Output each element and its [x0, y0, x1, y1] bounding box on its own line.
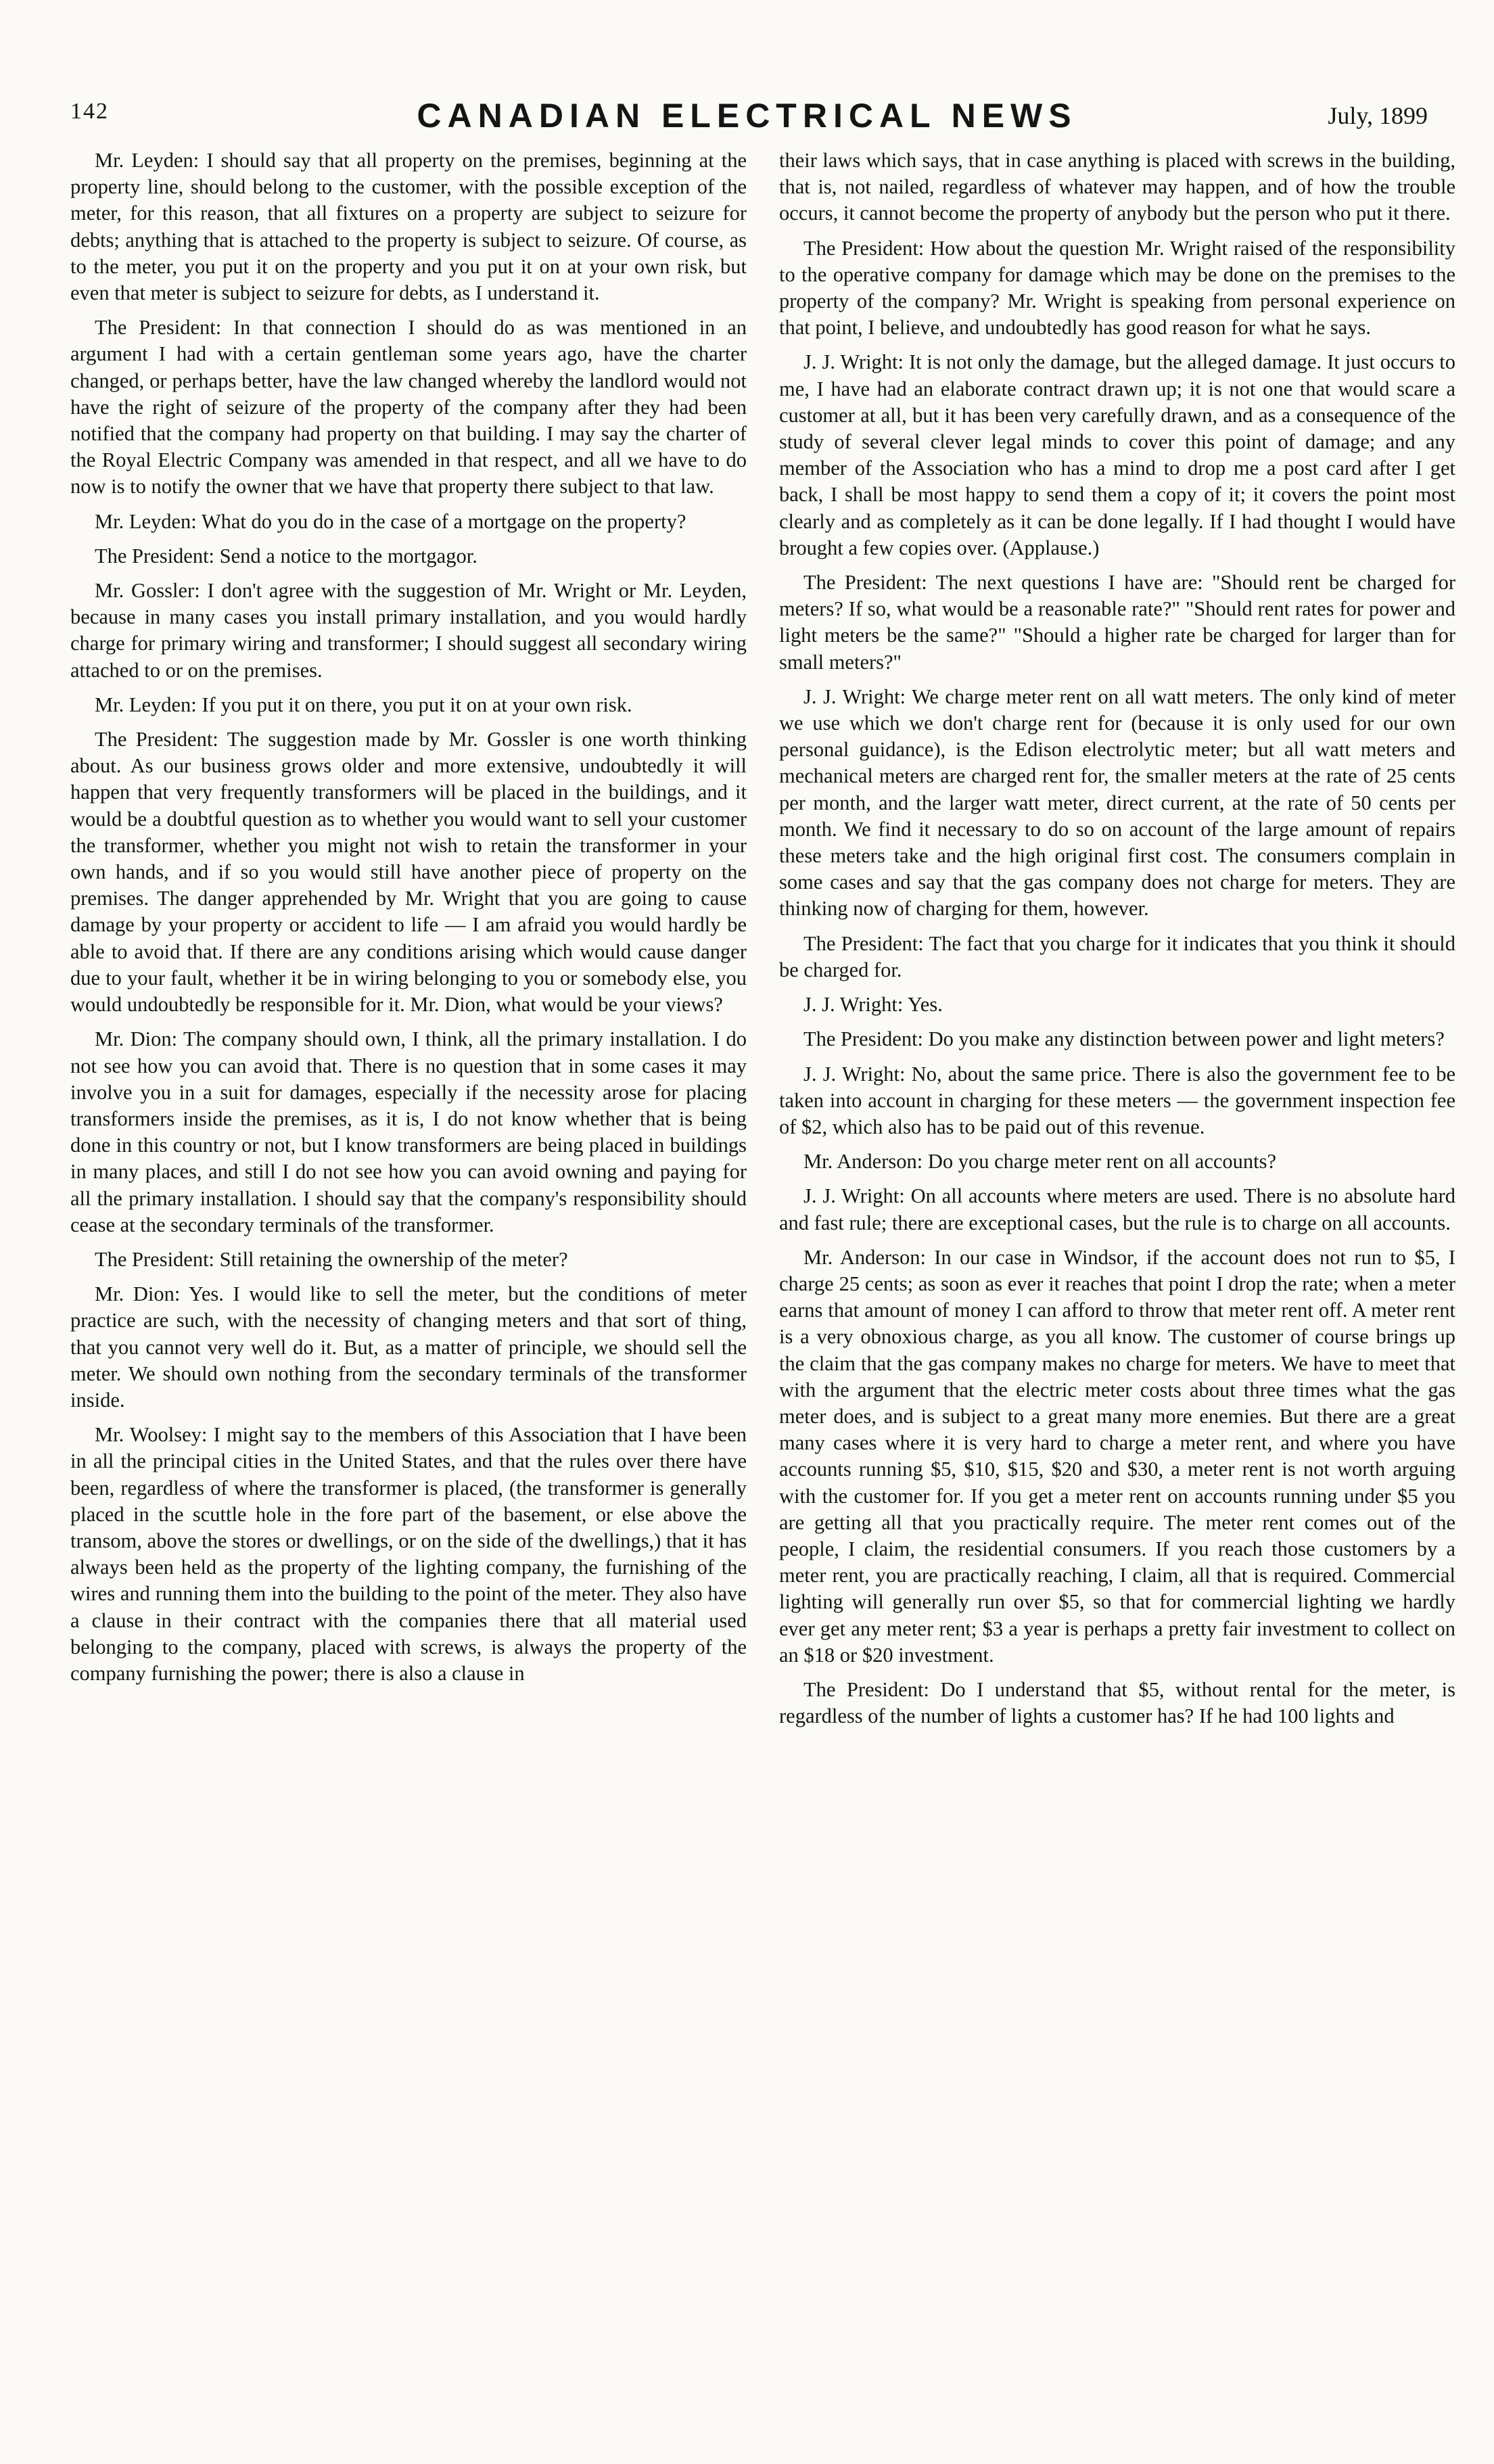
left-column — [70, 147, 747, 2447]
paragraph: Mr. Leyden: If you put it on there, you put it on at your own risk. — [95, 693, 632, 716]
paragraph: J. J. Wright: Yes. — [803, 993, 943, 1017]
paragraph: Mr. Anderson: Do you charge meter rent on all accounts? — [803, 1150, 1277, 1173]
paragraph: Mr. Anderson: In our case in Windsor, if the account does not run to $5, I charge 25 cents; as soon as ever it reaches that point I drop the rate; when a meter earns that amount of money I can afford to throw that meter rent off. A meter rent is a very obnoxious charge, as you all know. The customer of course brings up the claim that the gas company makes no charge for meters. We have to meet that with the argument that the electric meter costs about three times what the gas meter does, and is subject to a great many more enemies. But there are a great many cases where it is very hard to charge a meter rent, and where you have accounts running $5, $10, $15, $20 and $30, a meter rent is not worth arguing with the customer for. If you get a meter rent on accounts running under $5 you are getting all that you practically require. The meter rent comes out of the people, I claim, the residential consumers. If you reach those customers by a meter rent, you are practically reaching, I claim, all that is required. Commercial lighting will generally run over $5, so that for commercial lighting we hardly ever get any meter rent; $3 a year is perhaps a pretty fair investment to collect on an $18 or $20 investment. — [779, 1245, 1455, 1667]
paragraph: The President: Do I understand that $5, without rental for the meter, is regardless of the number of lights a customer has? If he had 100 lights and — [779, 1677, 1455, 1728]
paragraph: The President: How about the question Mr. Wright raised of the responsibility to the operative company for damage which may be done on the premises to the property of the company? Mr. Wright is speaking from personal experience on that point, I believe, and undoubtedly has good reason for what he says. — [779, 236, 1455, 340]
page-number: 142 — [70, 99, 109, 124]
paragraph: The President: The next questions I have are: "Should rent be charged for meters? If so, what would be a reasonable rate?" "Should rent rates for power and light meters be the same?" "Should a higher rate be charged for larger than for small meters?" — [779, 571, 1455, 674]
paragraph: Mr. Dion: Yes. I would like to sell the meter, but the conditions of meter practice are such, with the necessity of changing meters and that sort of thing, that you cannot very well do it. But, as a matter of principle, we should sell the meter. We should own nothing from the secondary terminals of the transformer inside. — [70, 1282, 747, 1412]
paragraph: J. J. Wright: No, about the same price. There is also the government fee to be taken into account in charging for these meters — the government inspection fee of $2, which also has to be paid out of this revenue. — [779, 1062, 1455, 1138]
paragraph: Mr. Leyden: What do you do in the case of a mortgage on the property? — [95, 509, 686, 533]
paragraph: The President: In that connection I should do as was mentioned in an argument I had with a certain gentleman some years ago, have the charter changed, or perhaps better, have the law changed whereby the landlord would not have the right of seizure of the property of the company after they had been notified that the company had property on that building. I may say the charter of the Royal Electric Company was amended in that respect, and all we have to do now is to notify the owner that we have that property there subject to that law. — [70, 316, 747, 498]
paragraph: The President: Send a notice to the mortgagor. — [95, 544, 477, 567]
paragraph: Mr. Leyden: I should say that all property on the premises, beginning at the property line, should belong to the customer, with the possible exception of the meter, for this reason, that all fixtures on a property are subject to seizure for debts; anything that is attached to the property is subject to seizure. Of course, as to the meter, you put it on the property and you put it on at your own risk, but even that meter is subject to seizure for debts, as I understand it. — [70, 149, 747, 305]
paragraph: The President: The fact that you charge for it indicates that you think it should be charged for. — [779, 931, 1455, 981]
paragraph: Mr. Dion: The company should own, I think, all the primary installation. I do not see how you can avoid that. There is no question that in some cases it may involve you in a suit for damages, especially if the necessity arose for placing transformers inside the premises, as it is, I do not know whether that is being done in this country or not, but I know transformers are being placed in buildings in many places, and still I do not see how you can avoid owning and paying for all the primary installation. I should say that the company's responsibility should cease at the secondary terminals of the transformer. — [70, 1027, 747, 1236]
paragraph: The President: The suggestion made by Mr. Gossler is one worth thinking about. As our business grows older and more extensive, undoubtedly it will happen that very frequently transformers will be placed in the buildings, and it would be a doubtful question as to whether you would want to sell your customer the transformer, whether you might not wish to retain the transformer in your own hands, and if so you would still have another piece of property on the premises. The danger apprehended by Mr. Wright that you are going to cause damage by your property or accident to life — I am afraid you would hardly be able to avoid that. If there are any conditions arising which would cause danger due to your fault, whether it be in wiring belonging to you or somebody else, you would undoubtedly be responsible for it. Mr. Dion, what would be your views? — [70, 728, 747, 1017]
issue-date: July, 1899 — [1328, 102, 1428, 129]
paragraph: J. J. Wright: On all accounts where meters are used. There is no absolute hard and fast rule; there are exceptional cases, but the rule is to charge on all accounts. — [779, 1184, 1455, 1234]
paragraph: Mr. Woolsey: I might say to the members of this Association that I have been in all the principal cities in the United States, and that the rules over there have been, regardless of where the transformer is placed, (the transformer is generally placed in the scuttle hole in the fore part of the basement, or else above the transom, above the stores or dwellings, or on the side of the dwellings,) that it has always been held as the property of the lighting company, the furnishing of the wires and running them into the building to the point of the meter. They also have a clause in their contract with the companies there that all material used belonging to the company, placed with screws, is always the property of the company furnishing the power; there is also a clause in — [70, 1423, 747, 1685]
paragraph: The President: Do you make any distinction between power and light meters? — [803, 1027, 1445, 1051]
right-column — [779, 147, 1455, 2447]
paragraph: J. J. Wright: We charge meter rent on all watt meters. The only kind of meter we use which we don't charge rent for (because it is only used for our own personal guidance), is the Edison electrolytic meter; but all watt meters and mechanical meters are charged rent for, the smaller meters at the rate of 25 cents per month, and the larger watt meter, direct current, at the rate of 50 cents per month. We find it necessary to do so on account of the large amount of repairs these meters take and the high original first cost. The consumers complain in some cases and say that the gas company does not charge for meters. They are thinking now of charging for them, however. — [779, 684, 1455, 921]
journal-title: CANADIAN ELECTRICAL NEWS — [417, 97, 1077, 135]
page-header — [0, 0, 1494, 135]
paragraph: Mr. Gossler: I don't agree with the suggestion of Mr. Wright or Mr. Leyden, because in many cases you install primary installation, and you would hardly charge for primary wiring and transformer; I should suggest all secondary wiring attached to or on the premises. — [70, 579, 747, 682]
paragraph-continued: their laws which says, that in case anything is placed with screws in the building, that is, not nailed, regardless of whatever may happen, and of how the trouble occurs, it cannot become the property of anybody but the person who put it there. — [779, 149, 1455, 225]
paragraph: The President: Still retaining the ownership of the meter? — [95, 1247, 568, 1271]
paragraph: J. J. Wright: It is not only the damage, but the alleged damage. It just occurs to me, I have had an elaborate contract drawn up; it is not one that would scare a customer at all, but it has been very carefully drawn, and as a consequence of the study of several clever legal minds to cover this point of damage; and any member of the Association who has a mind to drop me a post card after I get back, I shall be most happy to send them a copy of it; it covers the point most clearly and as completely as it can be done legally. If I had thought I would have brought a few copies over. (Applause.) — [779, 350, 1455, 559]
